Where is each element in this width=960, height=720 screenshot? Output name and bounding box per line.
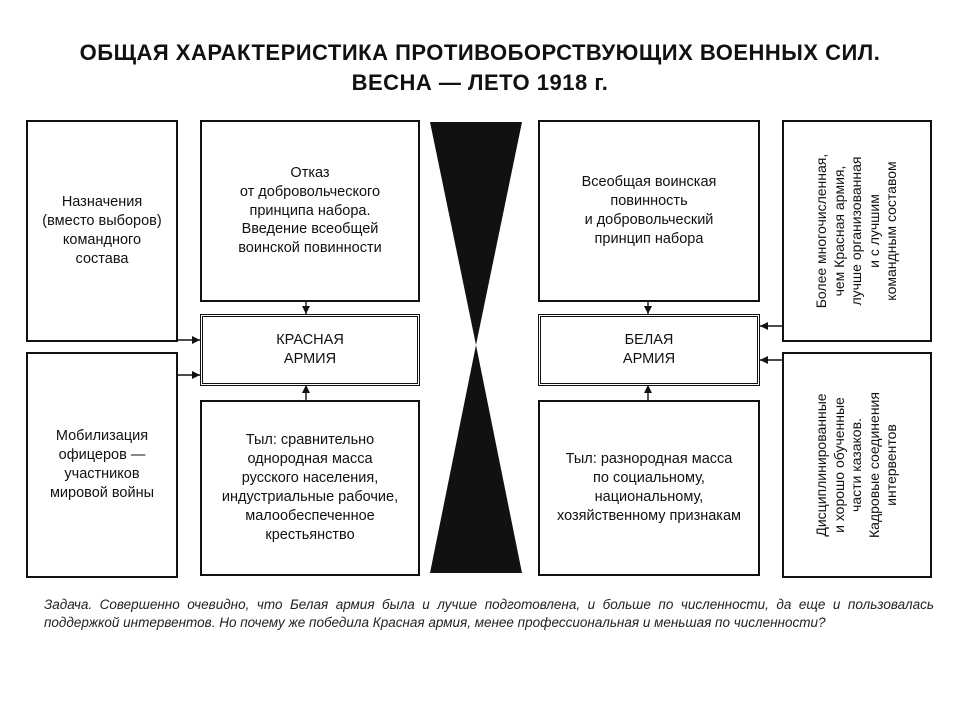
task-label: Задача. [44, 597, 93, 612]
box-red-officer-mobilization: Мобилизация офицеров — участников мировой войны [26, 352, 178, 578]
box-red-army: КРАСНАЯ АРМИЯ [200, 314, 420, 386]
box-red-conscription: Отказ от добровольческого принципа набора. Введение всеобщей воинской повинности [200, 120, 420, 302]
box-white-rear: Тыл: разнородная масса по социальному, национальному, хозяйственному признакам [538, 400, 760, 576]
box-white-conscription: Всеобщая воинская повинность и добровольческий принцип набора [538, 120, 760, 302]
title-line-2: ВЕСНА — ЛЕТО 1918 г. [351, 70, 609, 95]
box-red-command-appointment: Назначения (вместо выборов) командного состава [26, 120, 178, 342]
task-text [44, 596, 934, 632]
box-red-rear: Тыл: сравнительно однородная масса русского населения, индустриальные рабочие, малообеспеченное крестьянство [200, 400, 420, 576]
box-white-superiority: Более многочисленная, чем Красная армия, лучше организованная и с лучшим командным составом [782, 120, 932, 342]
title-line-1: ОБЩАЯ ХАРАКТЕРИСТИКА ПРОТИВОБОРСТВУЮЩИХ ВОЕННЫХ СИЛ. [79, 40, 881, 65]
task-body: Совершенно очевидно, что Белая армия была и лучше подготовлена, и больше по численности, да еще и пользовалась поддержкой интервентов. Но почему же победила Красная армия, менее профессиональная и меньшая по численности? [44, 597, 934, 631]
box-white-cossacks-interventionists: Дисциплинированные и хорошо обученные части казаков. Кадровые соединения интервентов [782, 352, 932, 578]
box-white-army: БЕЛАЯ АРМИЯ [538, 314, 760, 386]
confrontation-hourglass [430, 122, 522, 573]
